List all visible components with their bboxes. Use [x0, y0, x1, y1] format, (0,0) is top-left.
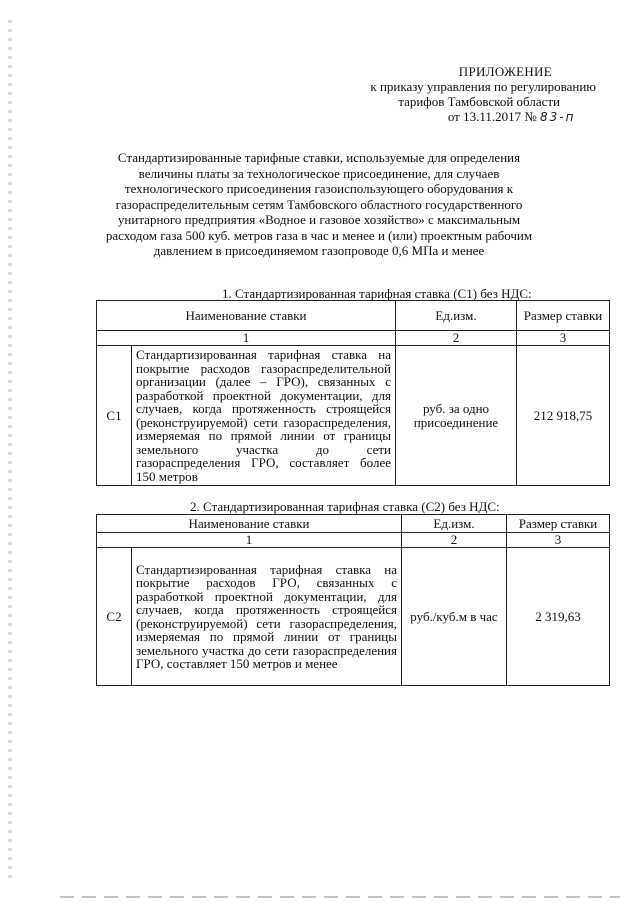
- rate-table-c2: [96, 514, 610, 686]
- rate-unit: руб. за одно присоединение: [396, 346, 517, 486]
- column-header-name: Наименование ставки: [97, 301, 396, 331]
- section-1-title: 1. Стандартизированная тарифная ставка (С1) без НДС:: [222, 286, 532, 301]
- rate-description: Стандартизированная тарифная ставка на покрытие расходов ГРО, связанных с разработкой проектной документации, для случаев, когда протяженность строящейся (реконструируемой) сети газораспределения, измеряемая по прямой линии от границы земельного участка до сети газораспределения ГРО, составляет 150 метров и менее: [132, 548, 402, 686]
- column-header-value: Размер ставки: [507, 515, 610, 533]
- document-title: Стандартизированные тарифные ставки, используемые для определения величины платы за технологическое присоединение, для случаев технологического присоединения газоиспользующего оборудования к газораспределительным сетям Тамбовского областного государственного унитарного предприятия «Водное и газовое хозяйство» с максимальным расходом газа 500 куб. метров газа в час и менее и (или) проектным рабочим давлением в присоединяемом газопроводе 0,6 МПа и менее: [105, 150, 533, 258]
- column-header-unit: Ед.изм.: [396, 301, 517, 331]
- appendix-date-line: [370, 109, 596, 125]
- column-number: 3: [507, 533, 610, 548]
- handwritten-order-number: 83-п: [540, 110, 576, 124]
- rate-value: 2 319,63: [507, 548, 610, 686]
- scan-binding-edge: [8, 20, 12, 880]
- appendix-date: от 13.11.2017 №: [447, 109, 537, 124]
- appendix-order-ref: к приказу управления по регулированию: [370, 79, 596, 94]
- column-number: 3: [517, 331, 610, 346]
- appendix-title: ПРИЛОЖЕНИЕ: [458, 64, 552, 79]
- rate-value: 212 918,75: [517, 346, 610, 486]
- column-number: 2: [402, 533, 507, 548]
- rate-description: Стандартизированная тарифная ставка на покрытие расходов газораспределительной организации (далее – ГРО), связанных с разработкой проектной документации, для случаев, когда протяженность строящейся (реконструируемой) сети газораспределения, измеряемая по прямой линии от границы земельного участка до сети газораспределения ГРО, составляет более 150 метров: [132, 346, 396, 486]
- column-number: 2: [396, 331, 517, 346]
- rate-table-c1: [96, 300, 610, 486]
- column-header-value: Размер ставки: [517, 301, 610, 331]
- section-2-title: 2. Стандартизированная тарифная ставка (С2) без НДС:: [190, 499, 500, 514]
- rate-code: С2: [97, 548, 132, 686]
- column-header-unit: Ед.изм.: [402, 515, 507, 533]
- appendix-header: [370, 64, 596, 125]
- rate-code: С1: [97, 346, 132, 486]
- appendix-authority: тарифов Тамбовской области: [398, 94, 560, 109]
- scan-bottom-edge: [60, 896, 620, 898]
- column-number: 1: [97, 533, 402, 548]
- rate-unit: руб./куб.м в час: [402, 548, 507, 686]
- column-number: 1: [97, 331, 396, 346]
- column-header-name: Наименование ставки: [97, 515, 402, 533]
